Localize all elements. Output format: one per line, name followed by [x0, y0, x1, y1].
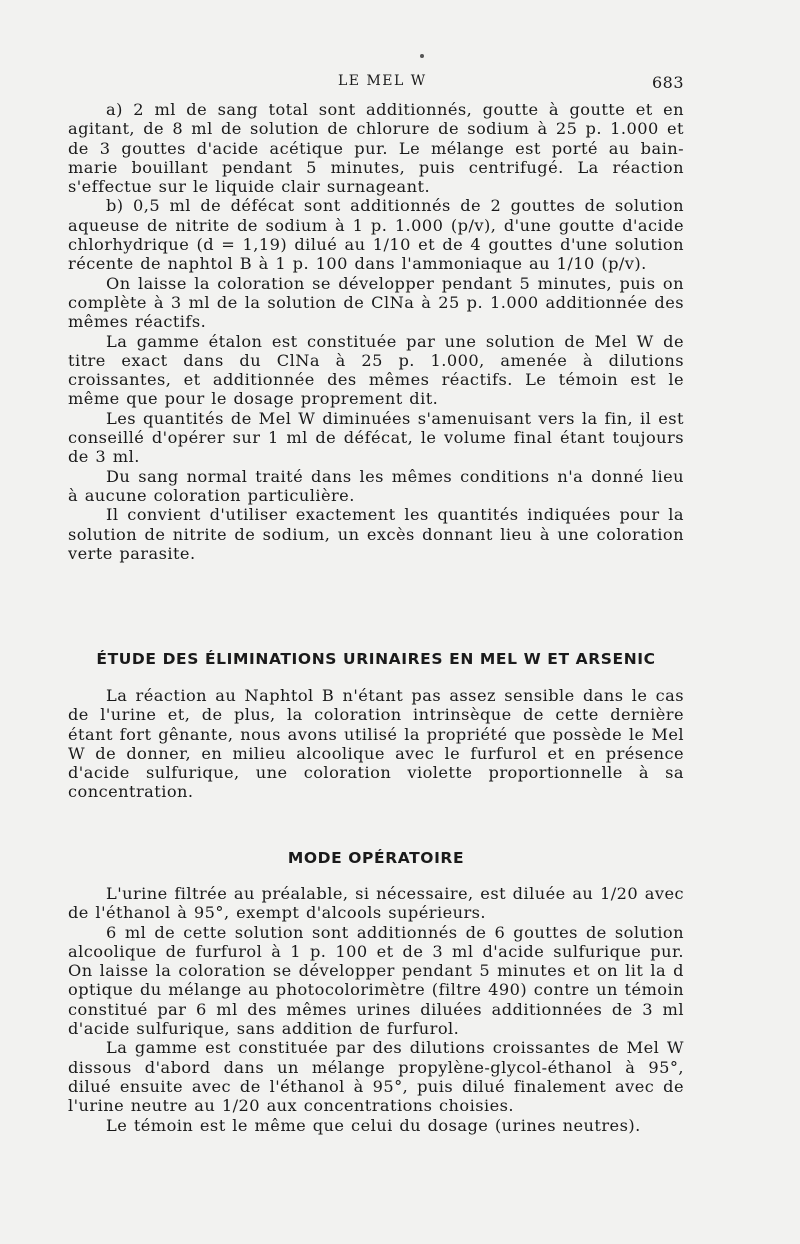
- paragraph: La réaction au Naphtol B n'étant pas assez sensible dans le cas de l'urine et, de plus, la coloration intrinsèque de cette dernière étant fort gênante, nous avons utilisé la propriété que possède le Mel W de donner, en milieu alcoolique avec le furfurol et en présence d'acide sulfurique, une coloration violette proportionnelle à sa concentration.: [68, 686, 684, 802]
- urinary-elimination-section: [68, 686, 684, 802]
- paragraph: Il convient d'utiliser exactement les quantités indiquées pour la solution de nitrite de sodium, un excès donnant lieu à une coloration verte parasite.: [68, 505, 684, 563]
- paragraph: Les quantités de Mel W diminuées s'amenuisant vers la fin, il est conseillé d'opérer sur 1 ml de défécat, le volume final étant toujours de 3 ml.: [68, 408, 684, 467]
- paragraph: On laisse la coloration se développer pendant 5 minutes, puis on complète à 3 ml de la solution de ClNa à 25 p. 1.000 additionnée des mêmes réactifs.: [68, 273, 684, 332]
- paragraph: La gamme est constituée par des dilutions croissantes de Mel W dissous d'abord dans un mélange propylène-glycol-éthanol à 95°, dilué ensuite avec de l'éthanol à 95°, puis dilué finalement avec de l'urine neutre au 1/20 aux concentrations choisies.: [68, 1038, 684, 1116]
- paragraph: Le témoin est le même que celui du dosage (urines neutres).: [106, 1115, 641, 1135]
- paragraph: b) 0,5 ml de défécat sont additionnés de 2 gouttes de solution aqueuse de nitrite de sodium à 1 p. 1.000 (p/v), d'une goutte d'acide chlorhydrique (d = 1,19) dilué au 1/10 et de 4 gouttes d'une solution récente de naphtol B à 1 p. 100 dans l'ammoniaque au 1/10 (p/v).: [68, 196, 684, 274]
- section-heading-operating-mode: MODE OPÉRATOIRE: [287, 849, 465, 867]
- paragraph: La gamme étalon est constituée par une solution de Mel W de titre exact dans du ClNa à 25 p. 1.000, amenée à dilutions croissantes, et additionnée des mêmes réactifs. Le témoin est le même que pour le dosage proprement dit.: [68, 331, 684, 409]
- running-title: LE MEL W: [338, 73, 427, 89]
- operating-mode-section: [68, 884, 684, 1135]
- paragraph: Du sang normal traité dans les mêmes conditions n'a donné lieu à aucune coloration particulière.: [68, 466, 684, 505]
- paragraph: 6 ml de cette solution sont additionnés de 6 gouttes de solution alcoolique de furfurol à 1 p. 100 et de 3 ml d'acide sulfurique pur. On laisse la coloration se développer pendant 5 minutes et on lit la d optique du mélange au photocolorimètre (filtre 490) contre un témoin constitué par 6 ml des mêmes urines diluées additionnées de 3 ml d'acide sulfurique, sans addition de furfurol.: [68, 922, 684, 1039]
- running-header: [68, 73, 684, 95]
- page-number: 683: [651, 73, 684, 92]
- print-speck: [420, 54, 424, 58]
- procedure-section: [68, 100, 684, 563]
- section-heading-urinary-elimination: ÉTUDE DES ÉLIMINATIONS URINAIRES EN MEL W ET ARSENIC: [96, 650, 656, 668]
- paragraph: L'urine filtrée au préalable, si nécessaire, est diluée au 1/20 avec de l'éthanol à 95°, exempt d'alcools supérieurs.: [68, 884, 684, 923]
- paragraph: a) 2 ml de sang total sont additionnés, goutte à goutte et en agitant, de 8 ml de solution de chlorure de sodium à 25 p. 1.000 et de 3 gouttes d'acide acétique pur. Le mélange est porté au bain-marie bouillant pendant 5 minutes, puis centrifugé. La réaction s'effectue sur le liquide clair surnageant.: [68, 100, 684, 197]
